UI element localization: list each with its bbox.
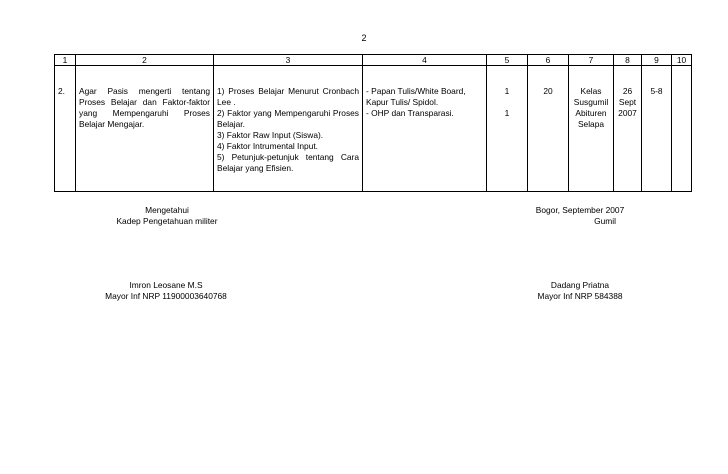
- media-item: - Papan Tulis/White Board, Kapur Tulis/ Spidol.: [366, 86, 466, 107]
- left-signature-header: [92, 205, 242, 227]
- date-cell: [614, 66, 642, 192]
- header-cell-5: 5: [487, 55, 528, 66]
- header-cell-9: 9: [642, 55, 672, 66]
- class-line: Selapa: [577, 119, 605, 129]
- topic-item: 3) Faktor Raw Input (Siswa).: [217, 130, 324, 140]
- right-signature-header: [505, 205, 655, 227]
- row-number: 2.: [55, 66, 76, 192]
- topic-item: 5) Petunjuk-petunjuk tentang Cara Belajar yang Efisien.: [217, 152, 359, 173]
- header-cell-1: 1: [55, 55, 76, 66]
- header-cell-10: 10: [672, 55, 692, 66]
- header-cell-4: 4: [363, 55, 487, 66]
- right-signatory-rank: Mayor Inf NRP 584388: [537, 291, 623, 301]
- left-signatory-title: Kadep Pengetahuan militer: [116, 216, 218, 226]
- class-cell: [569, 66, 614, 192]
- date-line: Sept: [618, 97, 637, 107]
- left-signatory-rank: Mayor Inf NRP 11900003640768: [105, 291, 227, 301]
- topics-cell: [214, 66, 363, 192]
- col5-value: 1: [504, 86, 510, 96]
- class-line: Abituren: [575, 108, 607, 118]
- media-cell: [363, 66, 487, 192]
- left-signatory: [86, 280, 246, 302]
- col6-cell: 20: [528, 66, 569, 192]
- col5-cell: [487, 66, 528, 192]
- right-signatory: [515, 280, 645, 302]
- table-row: [55, 66, 692, 192]
- topic-item: 4) Faktor Intrumental Input.: [217, 141, 319, 151]
- header-cell-2: 2: [76, 55, 214, 66]
- topic-item: 1) Proses Belajar Menurut Cronbach Lee .: [217, 86, 359, 107]
- date-line: 26: [622, 86, 633, 96]
- class-line: Kelas: [580, 86, 602, 96]
- header-cell-8: 8: [614, 55, 642, 66]
- right-signatory-unit: Gumil: [594, 216, 616, 226]
- header-cell-7: 7: [569, 55, 614, 66]
- objective-cell: Agar Pasis mengerti tentang Proses Belajar dan Faktor-faktor yang Mempengaruhi Proses Belajar Mengajar.: [76, 66, 214, 192]
- media-item: - OHP dan Transparasi.: [366, 108, 454, 118]
- place-date: Bogor, September 2007: [535, 205, 625, 215]
- right-signatory-name: Dadang Priatna: [550, 280, 610, 290]
- header-cell-3: 3: [214, 55, 363, 66]
- date-line: 2007: [618, 108, 637, 118]
- left-signatory-name: Imron Leosane M.S: [129, 280, 203, 290]
- lesson-plan-table: [54, 54, 692, 192]
- col10-cell: [672, 66, 692, 192]
- page-number: 2: [361, 33, 367, 43]
- col5-value: 1: [504, 108, 510, 118]
- acknowledged-label: Mengetahui: [145, 205, 189, 215]
- table-header-row: [55, 55, 692, 66]
- topic-item: 2) Faktor yang Mempengaruhi Proses Belajar.: [217, 108, 359, 129]
- header-cell-6: 6: [528, 55, 569, 66]
- col9-cell: 5-8: [642, 66, 672, 192]
- class-line: Susgumil: [573, 97, 609, 107]
